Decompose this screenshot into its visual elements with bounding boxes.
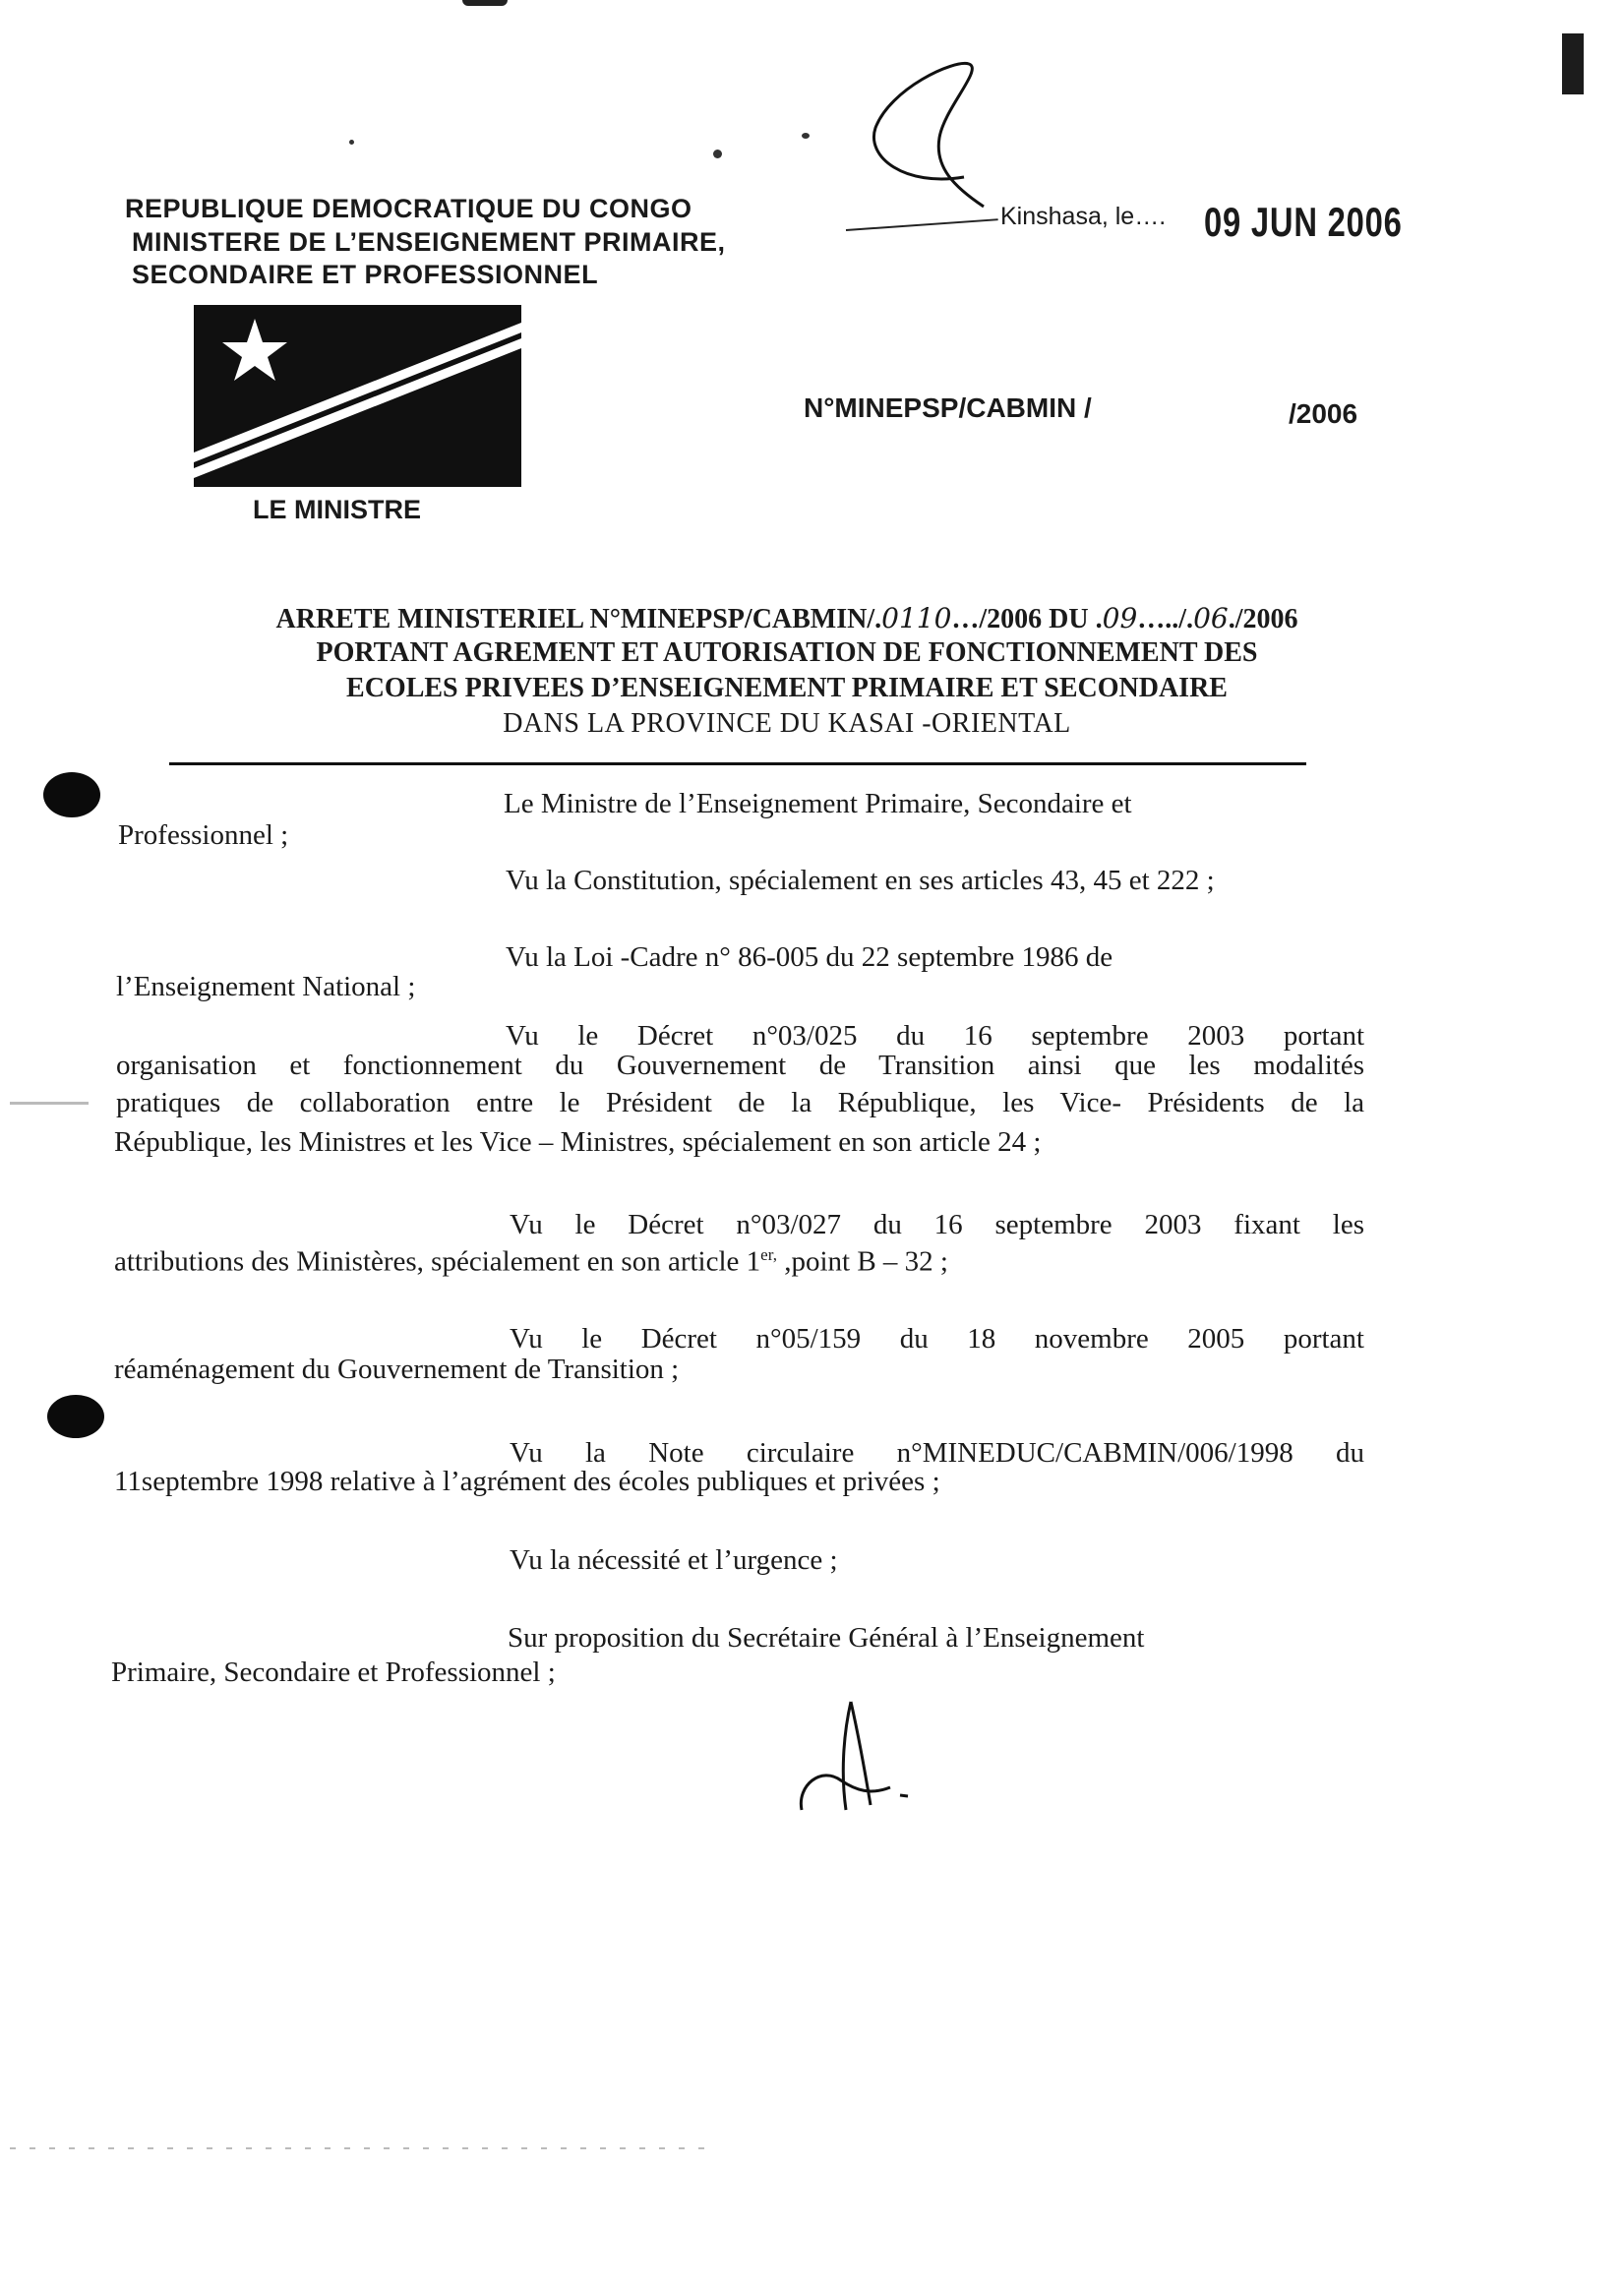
date-stamp: 09 JUN 2006 (1204, 199, 1403, 245)
title-text: ./2006 (1228, 604, 1298, 634)
whereas-decret-03-025-l2: organisation et fonctionnement du Gouvernement de Transition ainsi que les modalités (116, 1050, 1364, 1081)
whereas-decret-05-159: Vu le Décret n°05/159 du 18 novembre 2005 portant (510, 1323, 1364, 1355)
whereas-necessite: Vu la nécessité et l’urgence ; (510, 1544, 838, 1576)
title-text: …/2006 DU . (951, 604, 1103, 634)
reference-number: N°MINEPSP/CABMIN / (804, 392, 1092, 423)
whereas-note-circulaire: Vu la Note circulaire n°MINEDUC/CABMIN/006/1998 du (510, 1437, 1364, 1469)
whereas-decret-03-025: Vu le Décret n°03/025 du 16 septembre 2003 portant (506, 1020, 1364, 1052)
scan-noise (10, 2147, 718, 2149)
whereas-loi-cadre-cont: l’Enseignement National ; (116, 971, 416, 1002)
decree-title-line-2: PORTANT AGREMENT ET AUTORISATION DE FONCTIONNEMENT DES (316, 637, 1258, 668)
minister-signature (782, 1697, 930, 1825)
decree-title-line-1 (138, 602, 1436, 635)
whereas-decret-03-025-l3: pratiques de collaboration entre le Président de la République, les Vice- Présidents de la (116, 1087, 1364, 1118)
minister-label: LE MINISTRE (253, 495, 422, 524)
whereas-decret-05-159-l2: réaménagement du Gouvernement de Transition ; (114, 1354, 680, 1385)
on-proposal: Sur proposition du Secrétaire Général à l’Enseignement (508, 1622, 1145, 1654)
header-ministry: MINISTERE DE L’ENSEIGNEMENT PRIMAIRE, (132, 227, 726, 257)
punch-hole (43, 772, 100, 817)
title-text: …../. (1137, 604, 1194, 634)
text: ,point B – 32 ; (776, 1245, 948, 1278)
scan-noise (10, 1102, 89, 1105)
place-label: Kinshasa, le…. (1000, 203, 1167, 230)
superscript: er, (760, 1245, 777, 1264)
top-edge-mark (462, 0, 508, 6)
whereas-loi-cadre: Vu la Loi -Cadre n° 86-005 du 22 septembre 1986 de (506, 941, 1113, 973)
handwritten-month: 06 (1193, 602, 1229, 634)
title-text: ARRETE MINISTERIEL N°MINEPSP/CABMIN/. (275, 604, 882, 634)
header-country: REPUBLIQUE DEMOCRATIQUE DU CONGO (125, 194, 692, 223)
decree-title-line-3: ECOLES PRIVEES D’ENSEIGNEMENT PRIMAIRE ET SECONDAIRE (346, 673, 1228, 703)
whereas-decret-03-027-l2 (114, 1236, 948, 1281)
on-proposal-cont: Primaire, Secondaire et Professionnel ; (111, 1657, 556, 1688)
decree-title-line-4: DANS LA PROVINCE DU KASAI -ORIENTAL (503, 708, 1071, 739)
handwritten-day: 09 (1102, 602, 1138, 634)
whereas-constitution: Vu la Constitution, spécialement en ses articles 43, 45 et 222 ; (506, 865, 1215, 896)
flag-emblem (194, 305, 521, 487)
minister-preamble: Le Ministre de l’Enseignement Primaire, Secondaire et (504, 788, 1132, 819)
punch-hole (47, 1395, 104, 1438)
text: attributions des Ministères, spécialement en son article 1 (114, 1245, 761, 1278)
header-ministry-2: SECONDAIRE ET PROFESSIONNEL (132, 260, 599, 289)
speck (713, 150, 722, 158)
handwritten-number: 0110 (881, 602, 952, 634)
reference-year: /2006 (1289, 398, 1358, 429)
corner-scan-mark (1562, 33, 1584, 94)
initials-signature (846, 49, 1013, 246)
speck (802, 133, 810, 139)
minister-preamble-cont: Professionnel ; (118, 819, 289, 851)
whereas-decret-03-025-l4: République, les Ministres et les Vice – Ministres, spécialement en son article 24 ; (114, 1126, 1042, 1158)
whereas-note-circulaire-l2: 11septembre 1998 relative à l’agrément des écoles publiques et privées ; (114, 1466, 940, 1497)
speck (349, 140, 354, 145)
title-underline (169, 762, 1306, 765)
whereas-decret-03-027: Vu le Décret n°03/027 du 16 septembre 2003 fixant les (510, 1209, 1364, 1240)
